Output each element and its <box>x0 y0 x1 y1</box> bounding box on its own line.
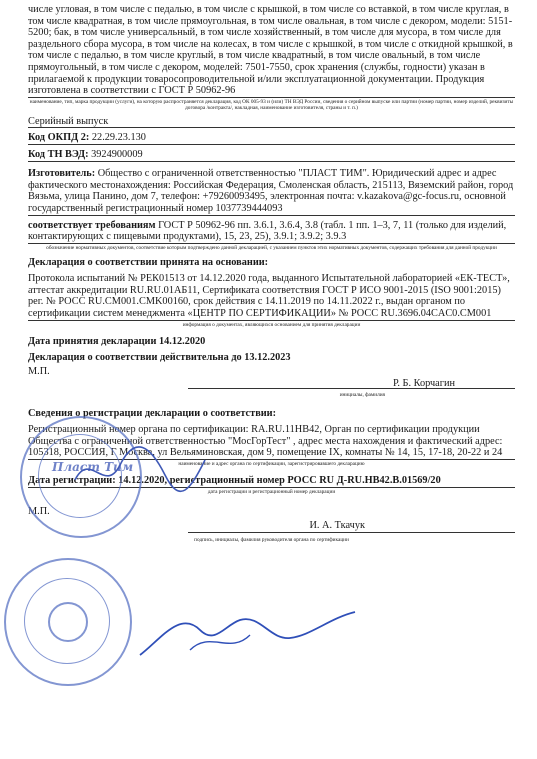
registration-caption: наименование и адрес органа по сертификации, зарегистрировавшего декларацию <box>178 460 365 467</box>
requirements <box>28 220 515 244</box>
product-description: числе угловая, в том числе с педалью, в том числе с крышкой, в том числе со вставкой, в том числе круглая, в том числе квадратная, в том числе прямоугольная, в том числе овальная, в том числе с декором, модели: 5151-5200; бак, в том числе универсальный, в том числе хозяйственный, в том числе для мусора, в том числе для раздельного сбора мусора, в том числе на колесах, в том числе с крышкой, в том числе с откидной крышкой, в том числе с педалью, в том числе круглый, в том числе квадратный, в том числе овальный, в том числе прямоугольный, в том числе с декором, моделей: 7501-7550, срок хранения (службы, годности) указан в прилагаемой к продукции товаросопроводительной и/или эксплуатационной документации. Продукция изготовлена в соответствии с ГОСТ Р 50962-96 <box>28 4 515 98</box>
requirements-text: ГОСТ Р 50962-96 пп. 3.6.1, 3.6.4, 3.8 (табл. 1 пп. 1–3, 7, 11 (только для изделий, контактирующих с пищевыми продуктами), 15, 23, 25), 3.9.1; 3.9.2; 3.9.3 <box>28 219 507 243</box>
valid-until: Декларация о соответствии действительна до 13.12.2023 <box>28 351 291 363</box>
tnved-code <box>28 149 515 162</box>
signature-line-2 <box>188 532 515 533</box>
okpd-label: Код ОКПД 2: <box>28 132 90 144</box>
serial-release: Серийный выпуск <box>28 116 515 129</box>
manufacturer-label: Изготовитель: <box>28 168 96 180</box>
registration-date: Дата регистрации: 14.12.2020, регистрационный номер РОСС RU Д-RU.НВ42.В.01569/20 <box>28 475 515 488</box>
signature-1-scribble <box>70 440 210 500</box>
signature-2-scribble <box>130 600 360 670</box>
registration-heading: Сведения о регистрации декларации о соответствии: <box>28 407 277 419</box>
tnved-label: Код ТН ВЭД: <box>28 149 89 161</box>
tnved-value: 3924900009 <box>91 149 143 161</box>
requirements-caption: обозначение нормативных документов, соответствие которым подтверждено данной декларацией, с указанием пунктов этих нормативных документов, содержащих требования для данной продукции <box>46 244 497 251</box>
signer-2-caption: подпись, инициалы, фамилия руководителя органа по сертификации <box>194 536 349 543</box>
seal-place-2: М.П. <box>28 505 50 517</box>
manufacturer-text: Общество с ограниченной ответственностью "ПЛАСТ ТИМ". Юридический адрес и адрес фактического местонахождения: Российская Федерация, Смоленская область, 215113, Вяземский район, город Вязьма, улица Панино, дом 7, телефон: +79260093495, электронная почта: v.kazakova@gc-focus.ru, основной государственный регистрационный номер 1037739444093 <box>28 168 514 214</box>
signature-row-1 <box>28 366 515 392</box>
requirements-label: соответствует требованиям <box>28 219 156 231</box>
accept-date: Дата принятия декларации 14.12.2020 <box>28 335 206 347</box>
basis-text: Протокола испытаний № РЕК01513 от 14.12.2020 года, выданного Испытательной лабораторией «ЕК-ТЕСТ», аттестат аккредитации RU.RU.01АБ11, Сертификата соответствия ГОСТ Р ИСО 9001-2015 (ISO 9001:2015) рег. № РОСС RU.CM001.CMK00160, срок действия с 14.11.2019 по 14.11.2022 г., выдан органом по сертификации систем менеджмента «ЦЕНТР ПО СЕРТИФИКАЦИИ» № РОСС RU.3696.04CAC0.CM001 <box>28 273 515 320</box>
signer-1-name: Р. Б. Корчагин <box>392 377 455 389</box>
registration-date-caption: дата регистрации и регистрационный номер декларации <box>207 489 336 496</box>
product-caption: наименование, тип, марка продукции (услуги), на которую распространяется декларация, код ОК 005-93 и (или) ТН ВЭД России, сведения о серийном выпуске или партии (номер партии, номер изделий, реквизиты договора /контракта/, накладная, наименование изготовителя, страны и т. п.) <box>29 98 514 112</box>
signer-1-caption: инициалы, фамилия <box>339 391 385 398</box>
manufacturer <box>28 168 515 215</box>
signature-line-1 <box>188 388 515 389</box>
basis-caption: информация о документах, являющихся основанием для принятия декларации <box>182 321 361 328</box>
okpd-value: 22.29.23.130 <box>91 132 146 144</box>
seal-logo-text: Пласт Тим <box>52 460 134 474</box>
registration-text: Регистрационный номер органа по сертификации: RA.RU.11НВ42, Орган по сертификации продукции Общества с ограниченной ответственностью "МосГорТест" , адрес места нахождения и фактический адрес: 105318, РОССИЯ, Г Москва, ул Вельяминовская, дом 9, помещение IX, комнаты № 14, 15, 17-18, 20-22 и 24 <box>28 424 515 460</box>
seal-place-1: М.П. <box>28 365 50 377</box>
signer-2-name: И. А. Ткачук <box>309 519 365 531</box>
okpd-code <box>28 132 515 145</box>
certification-body-seal <box>4 558 132 686</box>
signer-1-caption-row <box>28 392 515 400</box>
basis-heading: Декларация о соответствии принята на основании: <box>28 257 269 269</box>
